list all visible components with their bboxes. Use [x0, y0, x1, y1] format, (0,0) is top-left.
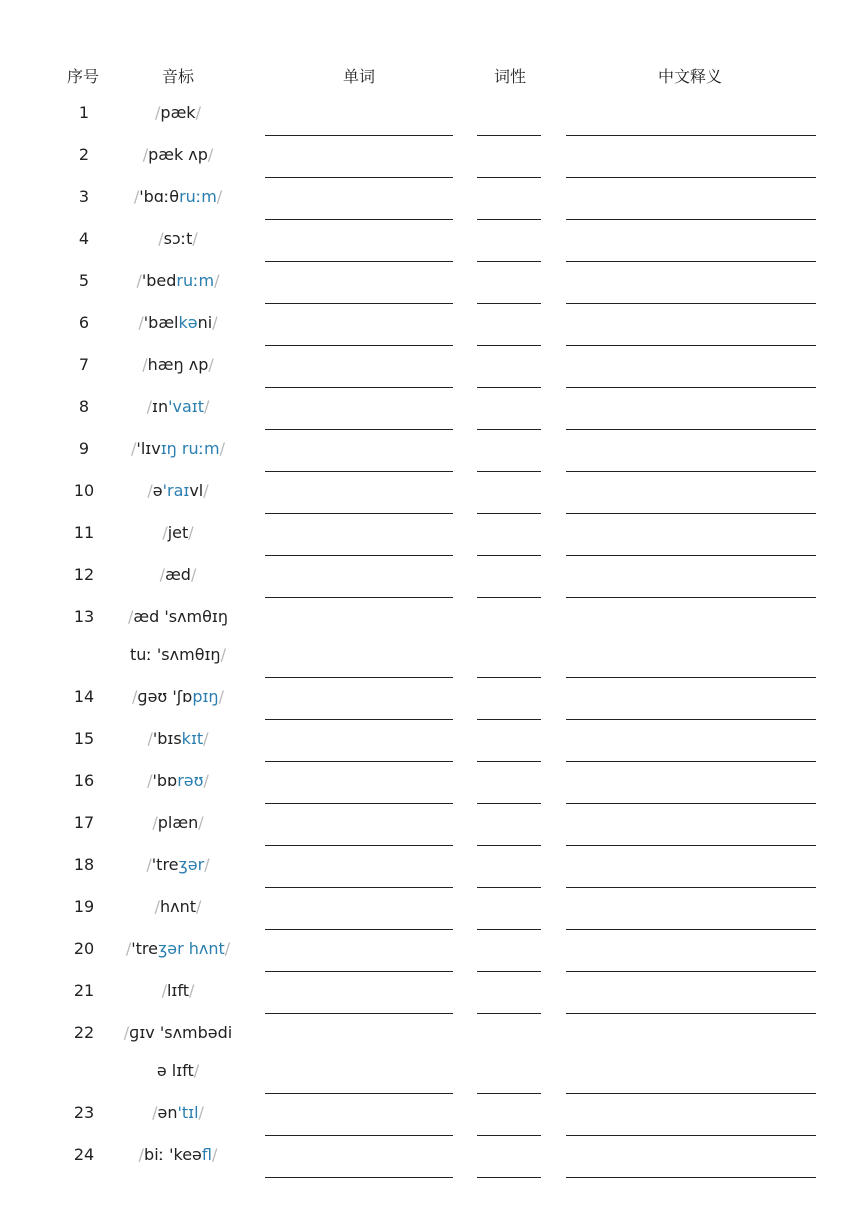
phonetic-transcription [118, 720, 238, 758]
row-number: 9 [78, 439, 90, 458]
phonetic-highlight: 'vaɪt [168, 397, 204, 416]
row-number: 22 [73, 1023, 95, 1042]
slash-mark: / [193, 1061, 200, 1080]
vocab-row [0, 1094, 867, 1136]
phonetic-segment: pæk ʌp [148, 145, 208, 164]
slash-mark: / [152, 1103, 158, 1122]
phonetic-segment: vl [189, 481, 204, 500]
phonetic-transcription [118, 346, 238, 384]
header-chinese-meaning: 中文释义 [658, 67, 723, 86]
slash-mark: / [203, 397, 210, 416]
phonetic-segment: 'lɪv [136, 439, 161, 458]
row-number: 4 [78, 229, 90, 248]
vocab-row [0, 720, 867, 762]
vocab-row [0, 430, 867, 472]
slash-mark: / [203, 771, 209, 790]
phonetic-line [118, 888, 238, 926]
phonetic-transcription [118, 94, 238, 132]
slash-mark: / [147, 771, 153, 790]
phonetic-transcription [118, 262, 238, 300]
row-number: 8 [78, 397, 90, 416]
slash-mark: / [203, 481, 209, 500]
phonetic-line [118, 762, 238, 800]
phonetic-highlight: ruːm [179, 187, 217, 206]
slash-mark: / [224, 939, 231, 958]
slash-mark: / [142, 355, 148, 374]
phonetic-transcription [118, 930, 238, 968]
row-number: 23 [73, 1103, 95, 1122]
vocab-row [0, 220, 867, 262]
vocab-row [0, 94, 867, 136]
phonetic-segment: ɡəʊ 'ʃɒ [137, 687, 193, 706]
phonetic-line [118, 1014, 238, 1052]
phonetic-transcription [118, 1094, 238, 1132]
vocab-row [0, 804, 867, 846]
phonetic-transcription [118, 678, 238, 716]
vocab-row [0, 678, 867, 720]
slash-mark: / [138, 313, 144, 332]
phonetic-transcription [118, 430, 238, 468]
slash-mark: / [155, 103, 161, 122]
row-number: 17 [73, 813, 95, 832]
vocab-row [0, 136, 867, 178]
vocab-row [0, 888, 867, 930]
vocab-row [0, 556, 867, 598]
phonetic-transcription [118, 762, 238, 800]
slash-mark: / [196, 897, 202, 916]
phonetic-highlight: 'raɪ [162, 481, 190, 500]
word-answer-line[interactable] [265, 1177, 453, 1178]
header-part-of-speech: 词性 [494, 67, 527, 86]
header-word: 单词 [343, 67, 376, 86]
phonetic-segment: 'bed [141, 271, 177, 290]
phonetic-line [118, 178, 238, 216]
phonetic-line [118, 304, 238, 342]
phonetic-transcription [118, 846, 238, 884]
phonetic-segment: æd 'sʌmθɪŋ [133, 607, 228, 626]
row-number: 7 [78, 355, 90, 374]
slash-mark: / [220, 645, 226, 664]
phonetic-transcription [118, 304, 238, 342]
phonetic-line [118, 94, 238, 132]
phonetic-transcription [118, 598, 238, 674]
vocab-row [0, 930, 867, 972]
phonetic-segment: 'bɪs [152, 729, 182, 748]
phonetic-segment: hʌnt [159, 897, 197, 916]
vocab-row [0, 1014, 867, 1094]
phonetic-line [118, 388, 238, 426]
slash-mark: / [192, 229, 198, 248]
slash-mark: / [159, 565, 166, 584]
row-number: 18 [73, 855, 95, 874]
row-number: 13 [73, 607, 95, 626]
slash-mark: / [127, 607, 134, 626]
row-number: 24 [73, 1145, 95, 1164]
phonetic-line [118, 720, 238, 758]
slash-mark: / [198, 1103, 204, 1122]
vocab-row [0, 178, 867, 220]
phonetic-transcription [118, 556, 238, 594]
phonetic-segment: ə lɪft [156, 1061, 194, 1080]
header-phonetic: 音标 [162, 67, 195, 86]
phonetic-line [118, 972, 238, 1010]
phonetic-segment: ni [197, 313, 213, 332]
meaning-answer-line[interactable] [566, 1177, 816, 1178]
slash-mark: / [131, 439, 137, 458]
phonetic-segment: ɡɪv 'sʌmbədi [129, 1023, 233, 1042]
row-number: 21 [73, 981, 95, 1000]
vocab-row [0, 846, 867, 888]
phonetic-highlight: ruːm [176, 271, 215, 290]
phonetic-line [118, 472, 238, 510]
slash-mark: / [132, 687, 138, 706]
pos-answer-line[interactable] [477, 1177, 541, 1178]
phonetic-segment: hæŋ ʌp [147, 355, 209, 374]
row-number: 12 [73, 565, 95, 584]
phonetic-transcription [118, 1136, 238, 1174]
phonetic-segment: 'bɑːθ [139, 187, 180, 206]
phonetic-transcription [118, 136, 238, 174]
phonetic-transcription [118, 388, 238, 426]
phonetic-transcription [118, 888, 238, 926]
row-number: 14 [73, 687, 95, 706]
phonetic-segment: 'tre [131, 939, 158, 958]
phonetic-segment: ən [157, 1103, 178, 1122]
row-number: 16 [73, 771, 95, 790]
vocab-row [0, 262, 867, 304]
slash-mark: / [190, 565, 197, 584]
phonetic-line [118, 930, 238, 968]
phonetic-line [118, 262, 238, 300]
phonetic-line [118, 804, 238, 842]
phonetic-segment: pæk [160, 103, 196, 122]
vocab-row [0, 388, 867, 430]
phonetic-transcription [118, 178, 238, 216]
vocab-row [0, 346, 867, 388]
slash-mark: / [146, 855, 152, 874]
slash-mark: / [158, 229, 164, 248]
slash-mark: / [138, 1145, 145, 1164]
slash-mark: / [218, 687, 224, 706]
phonetic-segment: tuː 'sʌmθɪŋ [130, 645, 221, 664]
phonetic-line [118, 678, 238, 716]
slash-mark: / [125, 939, 132, 958]
phonetic-transcription [118, 472, 238, 510]
phonetic-highlight: kə [178, 313, 198, 332]
slash-mark: / [195, 103, 201, 122]
phonetic-highlight: ʒər hʌnt [157, 939, 225, 958]
phonetic-segment: ə [152, 481, 163, 500]
phonetic-transcription [118, 804, 238, 842]
slash-mark: / [189, 981, 195, 1000]
slash-mark: / [204, 855, 210, 874]
slash-mark: / [152, 813, 158, 832]
row-number: 19 [73, 897, 95, 916]
vocab-row [0, 514, 867, 556]
phonetic-line [118, 636, 238, 674]
phonetic-highlight: 'tɪl [177, 1103, 199, 1122]
phonetic-line [118, 136, 238, 174]
slash-mark: / [188, 523, 194, 542]
slash-mark: / [219, 439, 225, 458]
phonetic-line [118, 598, 238, 636]
slash-mark: / [154, 897, 160, 916]
slash-mark: / [216, 187, 223, 206]
vocab-row [0, 304, 867, 346]
slash-mark: / [146, 397, 152, 416]
phonetic-line [118, 430, 238, 468]
row-number: 1 [78, 103, 90, 122]
phonetic-highlight: rəʊ [177, 771, 204, 790]
slash-mark: / [133, 187, 140, 206]
slash-mark: / [214, 271, 220, 290]
row-number: 2 [78, 145, 90, 164]
phonetic-highlight: pɪŋ [192, 687, 219, 706]
phonetic-highlight: fl [201, 1145, 212, 1164]
phonetic-segment: ɪn [152, 397, 169, 416]
slash-mark: / [198, 813, 204, 832]
row-number: 5 [78, 271, 90, 290]
row-number: 3 [78, 187, 90, 206]
row-number: 11 [73, 523, 95, 542]
row-number: 10 [73, 481, 95, 500]
slash-mark: / [211, 1145, 218, 1164]
phonetic-line [118, 514, 238, 552]
phonetic-transcription [118, 972, 238, 1010]
phonetic-segment: 'bæl [143, 313, 179, 332]
vocab-row [0, 472, 867, 514]
phonetic-line [118, 846, 238, 884]
phonetic-highlight: ʒər [178, 855, 205, 874]
phonetic-line [118, 556, 238, 594]
phonetic-segment: biː 'keə [144, 1145, 202, 1164]
vocab-row [0, 762, 867, 804]
header-number: 序号 [67, 67, 100, 86]
row-number: 20 [73, 939, 95, 958]
phonetic-line [118, 1094, 238, 1132]
phonetic-line [118, 1052, 238, 1090]
phonetic-line [118, 220, 238, 258]
row-number: 6 [78, 313, 90, 332]
vocab-row [0, 1136, 867, 1178]
phonetic-transcription [118, 514, 238, 552]
phonetic-segment: 'tre [151, 855, 179, 874]
phonetic-line [118, 346, 238, 384]
slash-mark: / [162, 523, 168, 542]
slash-mark: / [123, 1023, 130, 1042]
phonetic-segment: lɪft [166, 981, 189, 1000]
vocab-row [0, 972, 867, 1014]
slash-mark: / [161, 981, 167, 1000]
slash-mark: / [147, 481, 153, 500]
slash-mark: / [207, 145, 214, 164]
phonetic-segment: sɔːt [163, 229, 193, 248]
slash-mark: / [212, 313, 218, 332]
slash-mark: / [208, 355, 214, 374]
slash-mark: / [142, 145, 149, 164]
vocab-row [0, 598, 867, 678]
row-number: 15 [73, 729, 95, 748]
slash-mark: / [147, 729, 153, 748]
phonetic-transcription [118, 1014, 238, 1090]
phonetic-segment: æd [165, 565, 191, 584]
phonetic-segment: jet [167, 523, 189, 542]
phonetic-line [118, 1136, 238, 1174]
slash-mark: / [136, 271, 142, 290]
slash-mark: / [203, 729, 209, 748]
phonetic-segment: 'bɒ [152, 771, 178, 790]
phonetic-highlight: kɪt [181, 729, 204, 748]
phonetic-transcription [118, 220, 238, 258]
phonetic-segment: plæn [157, 813, 199, 832]
phonetic-highlight: ɪŋ ruːm [160, 439, 220, 458]
